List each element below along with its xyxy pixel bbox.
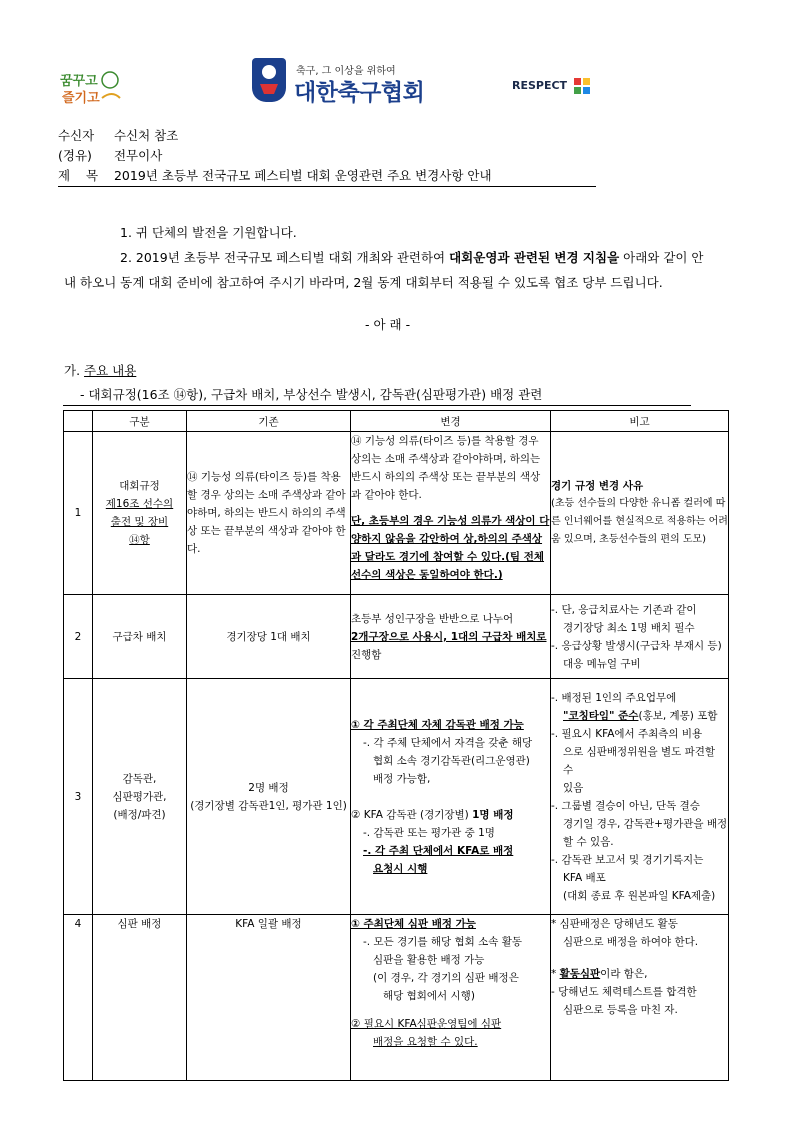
note-text-part: (홍보, 계몽) 포함 [638, 709, 718, 722]
recipient-line [58, 126, 178, 144]
cat-line: ⑭항 [129, 534, 150, 546]
kfa-slogan: 축구, 그 이상을 위하여 [296, 66, 396, 77]
note-text: -. 그룹별 결승이 아닌, 단독 결승 [551, 799, 700, 812]
note-text [551, 965, 728, 983]
subject-label: 제 목 [58, 168, 99, 183]
via-value: 전무이사 [113, 148, 163, 163]
note-text: 있음 [563, 781, 584, 794]
cat-line: 감독관, [122, 772, 157, 785]
kfa-logo [252, 58, 442, 106]
cat-line: 심판평가관, [112, 790, 167, 803]
row-no: 3 [64, 679, 93, 915]
subject-line [58, 166, 492, 184]
note-text: -. 배정된 1인의 주요업무에 [551, 691, 677, 704]
respect-logo [512, 77, 591, 95]
cat-line: 대회규정 [119, 480, 160, 492]
row-note [551, 432, 729, 595]
note-text-part: * [551, 968, 560, 980]
new-text: 협회 소속 경기감독관(리그운영관) [373, 754, 530, 767]
cat-line: (배정/파견) [113, 808, 166, 821]
row-new [351, 915, 551, 1081]
row-no: 2 [64, 595, 93, 679]
note-text: 대응 메뉴얼 구비 [563, 657, 641, 670]
section-rule [63, 405, 691, 406]
row-old: ⑭ 기능성 의류(타이즈 등)를 착용할 경우 상의는 소매 주색상과 같아야하며, 하의는 반드시 하의의 주색상 또는 끝부분의 색상과 같아야 한다. [187, 432, 351, 595]
note-text: KFA 배포 [563, 871, 606, 884]
table-header-row [64, 411, 729, 432]
note-text: 경기일 경우, 감독관+평가관을 배정할 수 있음. [563, 817, 728, 848]
note-text: * 심판배정은 당해년도 활동 [551, 918, 678, 930]
festival-logo [58, 68, 122, 108]
new-text-underline: 배정을 요청할 수 있다. [373, 1036, 478, 1048]
note-text: 으로 심판배정위원을 별도 파견할 수 [563, 745, 716, 776]
row-category [93, 432, 187, 595]
new-text-underline: ② 필요시 KFA심판운영팀에 심판 [351, 1018, 502, 1030]
row-old: KFA 일괄 배정 [187, 915, 351, 1081]
row-new [351, 432, 551, 595]
note-title: 경기 규정 변경 사유 [551, 480, 644, 492]
row-category: 심판 배정 [93, 915, 187, 1081]
header-new: 변경 [351, 411, 551, 432]
new-text: -. 감독관 또는 평가관 중 1명 [363, 826, 495, 839]
new-text [351, 806, 550, 824]
new-text-emphasis: 단, 초등부의 경우 기능성 의류가 색상이 다양하지 않음을 감안하여 상,하의의 주색상과 달라도 경기에 참여할 수 있다.(팀 전체 선수의 색상은 동일하여야 한다.) [351, 515, 550, 581]
below-marker: - 아 래 - [365, 317, 411, 332]
via-line [58, 146, 162, 164]
recipient-value: 수신처 참조 [113, 128, 179, 143]
section-heading [64, 361, 136, 379]
new-text: 진행함 [351, 648, 382, 661]
note-text-part: 이라 함은, [600, 968, 648, 980]
respect-mark-icon [573, 77, 591, 95]
note-text: (초등 선수들의 다양한 유니폼 컬러에 따른 인너웨어를 현실적으로 적용하는 어려움 있으며, 초등선수들의 편의 도모) [551, 498, 728, 545]
new-text-emphasis: 2개구장으로 사용시, 1대의 구급차 배치로 [351, 630, 547, 643]
row-category: 구급차 배치 [93, 595, 187, 679]
header-category: 구분 [93, 411, 187, 432]
row-old: 경기장당 1대 배치 [187, 595, 351, 679]
kfa-name: 대한축구협회 [294, 80, 425, 106]
new-text-emphasis: 요청시 시행 [373, 862, 428, 875]
svg-text:꿈꾸고: 꿈꾸고 [60, 74, 98, 89]
respect-text: RESPECT [512, 79, 568, 92]
note-text: -. 단, 응급치료사는 기존과 같이 [551, 603, 697, 616]
row-new [351, 679, 551, 915]
table-row [64, 915, 729, 1081]
changes-table [63, 410, 729, 1081]
row-no: 4 [64, 915, 93, 1081]
new-text: -. 모든 경기를 해당 협회 소속 활동 [363, 936, 523, 948]
svg-text:즐기고: 즐기고 [62, 91, 100, 106]
header-note: 비고 [551, 411, 729, 432]
subject-rule [58, 186, 596, 187]
section-prefix: 가. [64, 363, 85, 378]
row-old [187, 679, 351, 915]
cat-line: 제16조 선수의 [105, 498, 174, 510]
new-text-emphasis: -. 각 주최 단체에서 KFA로 배정 [363, 844, 514, 857]
note-text [551, 707, 728, 725]
note-text: (대회 종료 후 원본파일 KFA제출) [563, 889, 716, 902]
table-row [64, 432, 729, 595]
p2-line2: 내 하오니 동계 대회 준비에 참고하여 주시기 바라며, 2월 동계 대회부터 적용될 수 있도록 협조 당부 드립니다. [64, 275, 663, 290]
paragraph-2 [64, 245, 728, 295]
row-category [93, 679, 187, 915]
section-sub: - 대회규정(16조 ⑭항), 구급차 배치, 부상선수 발생시, 감독관(심판평가관) 배정 관련 [80, 387, 543, 402]
header-no [64, 411, 93, 432]
note-text: 심판으로 배정을 하여야 한다. [563, 936, 699, 948]
new-text: (이 경우, 각 경기의 심판 배정은 [373, 972, 519, 984]
note-text: -. 감독관 보고서 및 경기기록지는 [551, 853, 704, 866]
note-text: -. 응급상황 발생시(구급차 부재시 등) [551, 639, 722, 652]
paragraph-1: 1. 귀 단체의 발전을 기원합니다. [120, 225, 297, 240]
new-text-part: ② KFA 감독관 (경기장별) [351, 808, 473, 821]
subject-value: 2019년 초등부 전국규모 페스티벌 대회 운영관련 주요 변경사항 안내 [113, 168, 492, 183]
new-text: 초등부 성인구장을 반반으로 나누어 [351, 612, 514, 625]
kfa-emblem-icon [252, 58, 286, 102]
table-row [64, 595, 729, 679]
new-text: ⑭ 기능성 의류(타이즈 등)를 착용할 경우 상의는 소매 주색상과 같아야하며, 하의는 반드시 하의의 주색상 또는 끝부분의 색상과 같아야 한다. [351, 435, 541, 501]
new-text-emphasis: ① 주최단체 심판 배정 가능 [351, 918, 476, 930]
via-label: (경유) [58, 148, 92, 163]
note-text-emphasis: "코칭타임" 준수 [563, 709, 639, 722]
header-old: 기존 [187, 411, 351, 432]
new-text: 심판을 활용한 배정 가능 [373, 954, 485, 966]
p2-text-b: 아래와 같이 안 [619, 250, 704, 265]
note-text: -. 필요시 KFA에서 주최측의 비용 [551, 727, 703, 740]
recipient-label: 수신자 [58, 128, 95, 143]
section-title: 주요 내용 [84, 363, 137, 378]
row-note [551, 595, 729, 679]
old-text: 2명 배정 [248, 781, 289, 794]
row-new [351, 595, 551, 679]
new-text-emphasis: ① 각 주최단체 자체 감독관 배정 가능 [351, 718, 524, 731]
cat-line: 출전 및 장비 [110, 516, 169, 528]
note-text-emphasis: 활동심판 [559, 968, 601, 980]
table-row [64, 679, 729, 915]
row-note [551, 915, 729, 1081]
row-note [551, 679, 729, 915]
p2-bold: 대회운영과 관련된 변경 지침을 [449, 250, 620, 265]
old-text: (경기장별 감독관1인, 평가관 1인) [190, 799, 347, 812]
note-text: 경기장당 최소 1명 배치 필수 [563, 621, 695, 634]
note-text: 심판으로 등록을 마친 자. [563, 1004, 678, 1016]
new-text: -. 각 주체 단체에서 자격을 갖춘 해당 [363, 736, 533, 749]
p2-text-a: 2. 2019년 초등부 전국규모 페스티벌 대회 개최와 관련하여 [120, 250, 450, 265]
row-no: 1 [64, 432, 93, 595]
note-text: - 당해년도 체력테스트를 합격한 [551, 986, 697, 998]
new-text: 해당 협회에서 시행) [383, 990, 475, 1002]
new-text: 배정 가능함, [373, 772, 431, 785]
new-text-bold: 1명 배정 [472, 808, 514, 821]
